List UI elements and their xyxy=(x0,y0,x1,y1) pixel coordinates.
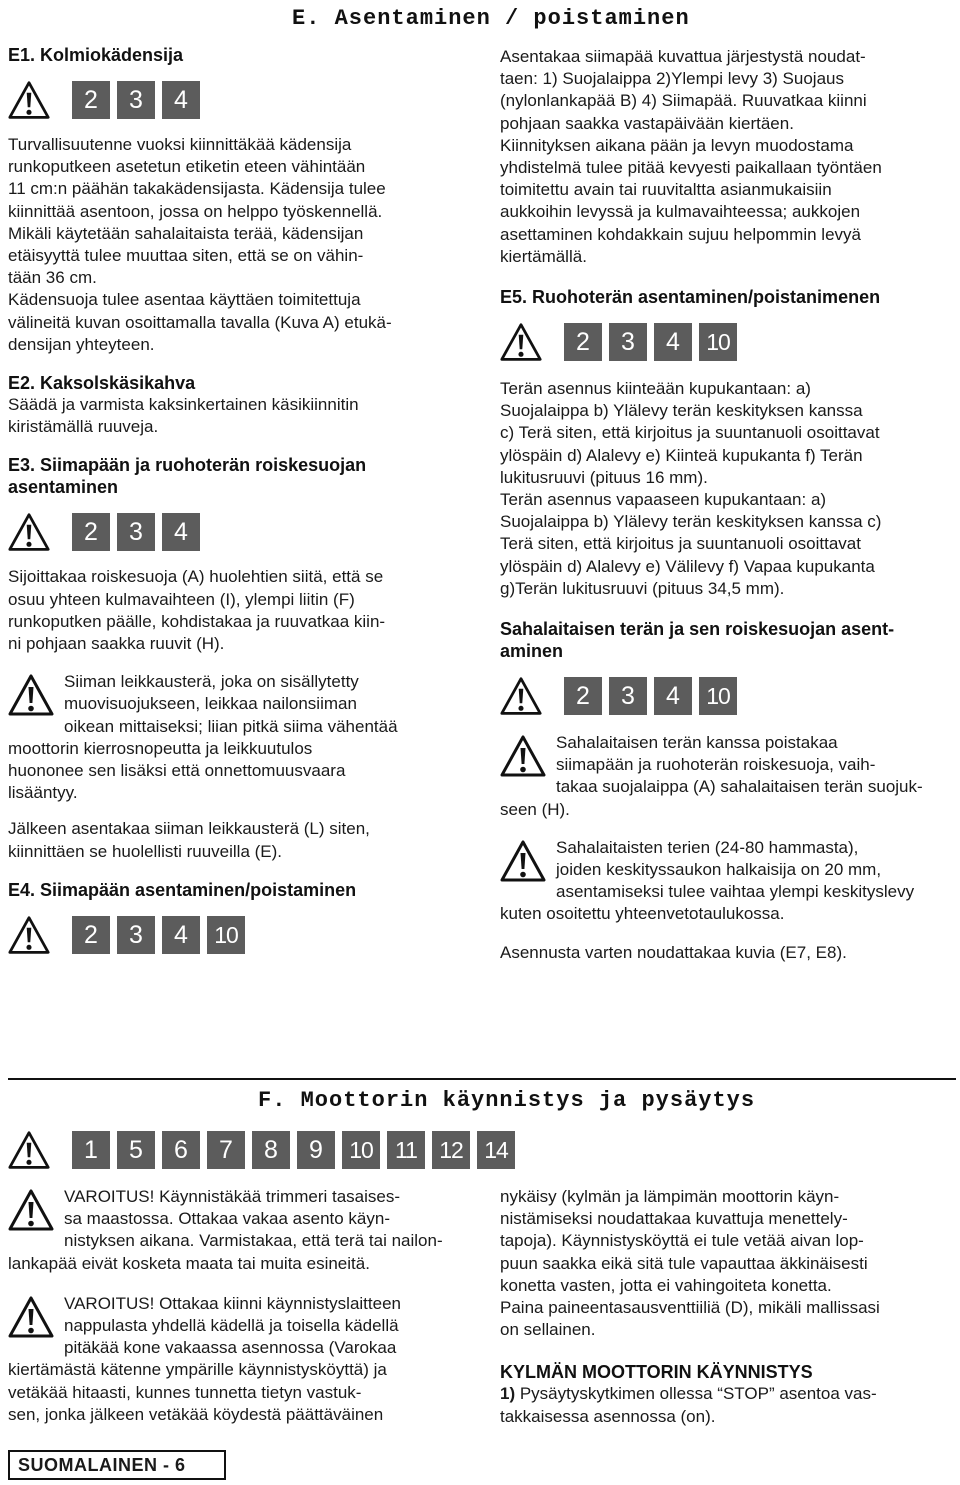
ref-number-box: 10 xyxy=(699,677,737,715)
right-column-e xyxy=(500,46,955,964)
e3-heading: E3. Siimapään ja ruohoterän roiskesuojan asentaminen xyxy=(8,455,367,498)
e1-symbol-row xyxy=(8,80,456,120)
warning-triangle-icon xyxy=(8,1188,54,1232)
ref-number-box: 6 xyxy=(162,1131,200,1169)
saw-warning-text-1: Sahalaitaisen terän kanssa poistakaa siimapään ja ruohoterän roiskesuoja, vaih- takaa suojalaippa (A) sahalaitaisen terän suojuk- seen (H). xyxy=(500,733,923,819)
warning-triangle-icon xyxy=(500,839,546,883)
ref-number-box: 3 xyxy=(117,513,155,551)
section-divider xyxy=(8,1078,956,1080)
e1-text: Turvallisuutenne vuoksi kiinnittäkää kädensija runkoputkeen asetetun etiketin eteen vähintään 11 cm:n päähän takakädensijasta. Kädensija tulee kiinnittää asentoon, jossa on helppo työskennellä. Mikäli käytetään sahalaitaista terää, kädensijan etäisyyttä tulee muuttaa siten, että se on vähin- tään 36 cm. Kädensuoja tulee asentaa käyttäen toimitettuja välineitä kuvan osoittamalla tavalla (Kuva A) etukä- densijan yhteyteen. xyxy=(8,135,392,354)
warning-triangle-icon xyxy=(8,915,50,955)
ref-number-box: 2 xyxy=(564,323,602,361)
saw-heading: Sahalaitaisen terän ja sen roiskesuojan asent- aminen xyxy=(500,619,895,662)
e5-heading: E5. Ruohoterän asentaminen/poistanimenen xyxy=(500,287,881,308)
warning-triangle-icon xyxy=(8,673,54,717)
ref-number-box: 2 xyxy=(72,513,110,551)
e2-text: Säädä ja varmista kaksinkertainen käsikiinnitin kiristämällä ruuveja. xyxy=(8,395,359,437)
f-warning-block-2 xyxy=(8,1293,456,1426)
f-warning-block-1 xyxy=(8,1186,456,1275)
ref-number-box: 4 xyxy=(654,677,692,715)
e3-warning-text: Siiman leikkausterä, joka on sisällytetty muovisuojukseen, leikkaa nailonsiiman oikean mittaiseksi; liian pitkä siima vähentää moottorin kierrosnopeutta ja leikkuutulos huononee sen lisäksi että onnettomuusvaara lisääntyy. xyxy=(8,672,398,803)
ref-number-box: 9 xyxy=(297,1131,335,1169)
right-column-f xyxy=(500,1186,955,1428)
ref-number-box: 14 xyxy=(477,1131,515,1169)
e3-text: Sijoittakaa roiskesuoja (A) huolehtien siitä, että se osuu yhteen kulmavaihteen (I), ylempi liitin (F) runkoputken päälle, kohdistakaa ja ruuvatkaa kiin- ni pohjaan saakka ruuvit (H). xyxy=(8,567,386,654)
e3-warning-block xyxy=(8,671,456,804)
ref-number-box: 11 xyxy=(387,1131,425,1169)
section-f-title: F. Moottorin käynnistys ja pysäytys xyxy=(258,1088,756,1113)
ref-number-box: 12 xyxy=(432,1131,470,1169)
ref-number-box: 4 xyxy=(162,513,200,551)
e5-text: Terän asennus kiinteään kupukantaan: a) Suojalaippa b) Ylälevy terän keskityksen kanssa c) Terä siten, että kirjoitus ja suuntanuoli osoittavat ylöspäin d) Alalevy e) Kiinteä kupukanta f) Terän lukitusruuvi (pituus 16 mm). Terän asennus vapaaseen kupukantaan: a) Suojalaippa b) Ylälevy terän keskityksen kanssa c) Terä siten, että kirjoitus ja suuntanuoli osoittavat ylöspäin d) Alalevy e) Välilevy f) Vapaa kupukanta g)Terän lukitusruuvi (pituus 34,5 mm). xyxy=(500,379,882,598)
warning-triangle-icon xyxy=(8,1130,50,1170)
ref-number-box: 3 xyxy=(117,81,155,119)
cold-start-heading: KYLMÄN MOOTTORIN KÄYNNISTYS xyxy=(500,1362,813,1383)
warning-triangle-icon xyxy=(8,1295,54,1339)
left-column-e xyxy=(8,44,456,955)
ref-number-box: 3 xyxy=(609,323,647,361)
warning-triangle-icon xyxy=(8,512,50,552)
saw-warning-block-1 xyxy=(500,732,955,821)
ref-number-box: 10 xyxy=(342,1131,380,1169)
ref-number-box: 4 xyxy=(654,323,692,361)
f-warning-text-2: VAROITUS! Ottakaa kiinni käynnistyslaitteen nappulasta yhdellä kädellä ja toisella kädellä pitäkää kone vakaassa asennossa (Varokaa kiertämästä kätenne ympärille käynnistysköyttä) ja vetäkää hitaasti, kunnes tunnetta tietyn vastuk- sen, jonka jälkeen vetäkää köydestä päättäväinen xyxy=(8,1293,401,1424)
warning-triangle-icon xyxy=(500,676,542,716)
e1-heading: E1. Kolmiokädensija xyxy=(8,45,184,65)
e3-symbol-row xyxy=(8,512,456,552)
ref-number-box: 7 xyxy=(207,1131,245,1169)
e4-symbol-row xyxy=(8,915,456,955)
cold-start-step-1 xyxy=(500,1383,955,1427)
ref-number-box: 5 xyxy=(117,1131,155,1169)
ref-number-box: 2 xyxy=(72,81,110,119)
ref-number-box: 1 xyxy=(72,1131,110,1169)
f-symbol-row xyxy=(8,1130,522,1170)
ref-number-box: 8 xyxy=(252,1131,290,1169)
cold-start-step-text: Pysäytyskytkimen ollessa “STOP” asentoa vas- takkaisessa asennossa (on). xyxy=(500,1384,877,1426)
ref-number-box: 2 xyxy=(564,677,602,715)
warning-triangle-icon xyxy=(500,322,542,362)
warning-triangle-icon xyxy=(8,80,50,120)
e4-intro-text: Asentakaa siimapää kuvattua järjestystä noudat- taen: 1) Suojalaippa 2)Ylempi levy 3) Suojaus (nylonlankapää B) 4) Siimapää. Ruuvatkaa kiinni pohjaan saakka vastapäivään kiertäen. Kiinnityksen aikana pään ja levyn muodostama yhdistelmä tulee pitää kevyesti paikallaan työntäen toimitettu avain tai ruuvitaltta asianmukaisiin aukkoihin levyssä ja kulmavaihteessa; aukkojen asettaminen kohdakkain sujuu helpommin levyä kiertämällä. xyxy=(500,47,882,266)
saw-symbol-row xyxy=(500,676,955,716)
cold-start-step-number: 1) xyxy=(500,1384,516,1404)
f-right-text: nykäisy (kylmän ja lämpimän moottorin käyn- nistämiseksi noudattakaa kuvattuja menettely- tapoja). Käynnistysköyttä ei tule vetää aivan lop- puun saakka eikä sitä tule vapauttaa äkkinäisesti konetta vasten, jotta ei vahingoiteta konetta. Paina paineentasausventtiiliä (D), mikäli mallissasi on sellainen. xyxy=(500,1187,880,1340)
page-footer-label: SUOMALAINEN - 6 xyxy=(8,1450,226,1480)
ref-number-box: 3 xyxy=(117,916,155,954)
e2-heading: E2. Kaksolskäsikahva xyxy=(8,373,196,394)
section-e-title: E. Asentaminen / poistaminen xyxy=(292,6,690,31)
ref-number-box: 10 xyxy=(699,323,737,361)
f-warning-text-1: VAROITUS! Käynnistäkää trimmeri tasaises- sa maastossa. Ottakaa vakaa asento käyn- nistyksen aikana. Varmistakaa, että terä tai nailon- lankapää eivät kosketa maata tai muita esineitä. xyxy=(8,1187,443,1273)
left-column-f xyxy=(8,1186,456,1426)
warning-triangle-icon xyxy=(500,734,546,778)
ref-number-box: 3 xyxy=(609,677,647,715)
e4-heading: E4. Siimapään asentaminen/poistaminen xyxy=(8,879,357,900)
e5-symbol-row xyxy=(500,322,955,362)
ref-number-box: 10 xyxy=(207,916,245,954)
ref-number-box: 4 xyxy=(162,81,200,119)
saw-warning-block-2 xyxy=(500,837,955,926)
saw-text: Asennusta varten noudattakaa kuvia (E7, E8). xyxy=(500,942,847,962)
e3-text-2: Jälkeen asentakaa siiman leikkausterä (L) siten, kiinnittäen se huolellisti ruuveilla (E). xyxy=(8,819,370,861)
saw-warning-text-2: Sahalaitaisten terien (24-80 hammasta), joiden keskityssaukon halkaisija on 20 mm, asentamiseksi tulee vaihtaa ylempi keskityslevy kuten osoitettu yhteenvetotaulukossa. xyxy=(500,837,915,924)
ref-number-box: 2 xyxy=(72,916,110,954)
ref-number-box: 4 xyxy=(162,916,200,954)
